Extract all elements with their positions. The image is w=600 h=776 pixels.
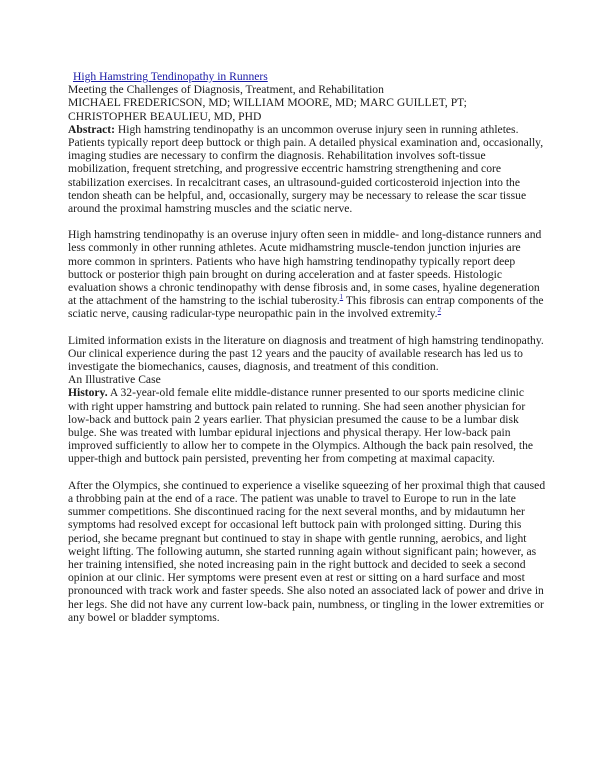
abstract-label: Abstract: bbox=[68, 122, 116, 136]
abstract-text: High hamstring tendinopathy is an uncommon overuse injury seen in running athletes. Patients typically report deep buttock or thigh pain. A detailed physical examination and, occasionally, imaging studies are necessary to confirm the diagnosis. Rehabilitation involves soft-tissue mobilization, frequent stretching, and progressive eccentric hamstring strengthening and core stabilization exercises. In recalcitrant cases, an ultrasound-guided corticosteroid injection into the tendon sheath can be helpful, and, occasionally, surgery may be necessary to release the scar tissue around the proximal hamstring muscles and the sciatic nerve. bbox=[68, 122, 544, 216]
intro-text-part-1: High hamstring tendinopathy is an overuse injury often seen in middle- and long-distance runners and less commonly in other running athletes. Acute midhamstring muscle-tendon junction injuries are more common in sprinters. Patients who have high hamstring tendinopathy typically report deep buttock or posterior thigh pain brought on during acceleration and at faster speeds. Histologic evaluation shows a chronic tendinopathy with dense fibrosis and, in some cases, hyaline degeneration at the attachment of the hamstring to the ischial tuberosity. bbox=[68, 228, 542, 308]
article-title-link[interactable]: High Hamstring Tendinopathy in Runners bbox=[73, 70, 268, 83]
article-subtitle: Meeting the Challenges of Diagnosis, Treatment, and Rehabilitation bbox=[68, 83, 384, 97]
intro-text-part-2: This fibrosis can entrap components of the sciatic nerve, causing radicular-type neuropathic pain in the involved extremity. bbox=[68, 294, 544, 321]
reference-2-link[interactable]: 2 bbox=[437, 306, 442, 315]
reference-1-link[interactable]: 1 bbox=[339, 293, 344, 302]
history-paragraph bbox=[68, 386, 546, 465]
paragraph-spacer bbox=[68, 321, 546, 334]
abstract-paragraph bbox=[68, 123, 546, 215]
paragraph-spacer bbox=[68, 466, 546, 479]
article-authors-line-2: CHRISTOPHER BEAULIEU, MD, PHD bbox=[68, 109, 262, 123]
paragraph-spacer bbox=[68, 215, 546, 228]
history-label: History. bbox=[68, 386, 108, 400]
intro-paragraph bbox=[68, 228, 546, 320]
article-page bbox=[68, 70, 546, 624]
case-heading: An Illustrative Case bbox=[68, 373, 161, 387]
after-olympics-paragraph: After the Olympics, she continued to experience a viselike squeezing of her proximal thigh that caused a throbbing pain at the end of a race. The patient was unable to travel to Europe to run in the late summer competitions. She discontinued racing for the next several months, and by midautumn her symptoms had resolved except for occasional left buttock pain with prolonged sitting. During this period, she became pregnant but continued to stay in shape with gentle running, aerobics, and light weight lifting. The following autumn, she started running again without significant pain; however, as her training intensified, she noted increasing pain in the right buttock and decided to seek a second opinion at our clinic. Her symptoms were present even at rest or sitting on a hard surface and most pronounced with track work and faster speeds. She also noted an associated lack of power and drive in her legs. She did not have any current low-back pain, numbness, or tingling in the lower extremities or any bowel or bladder symptoms. bbox=[68, 478, 546, 624]
history-text: A 32-year-old female elite middle-distance runner presented to our sports medicine clinic with right upper hamstring and buttock pain related to running. She had seen another physician for low-back and buttock pain 2 years earlier. That physician presumed the cause to be a lumbar disk bulge. She was treated with lumbar epidural injections and physical therapy. Her low-back pain improved sufficiently to allow her to compete in the Olympics. Although the back pain resolved, the upper-thigh and buttock pain persisted, preventing her from competing at maximal capacity. bbox=[68, 386, 534, 466]
article-authors-line-1: MICHAEL FREDERICSON, MD; WILLIAM MOORE, MD; MARC GUILLET, PT; bbox=[68, 96, 467, 110]
limited-info-paragraph: Limited information exists in the literature on diagnosis and treatment of high hamstring tendinopathy. Our clinical experience during the past 12 years and the paucity of available research has led us to investigate the biomechanics, causes, diagnosis, and treatment of this condition. bbox=[68, 333, 544, 374]
reference-2-superscript bbox=[438, 307, 442, 315]
